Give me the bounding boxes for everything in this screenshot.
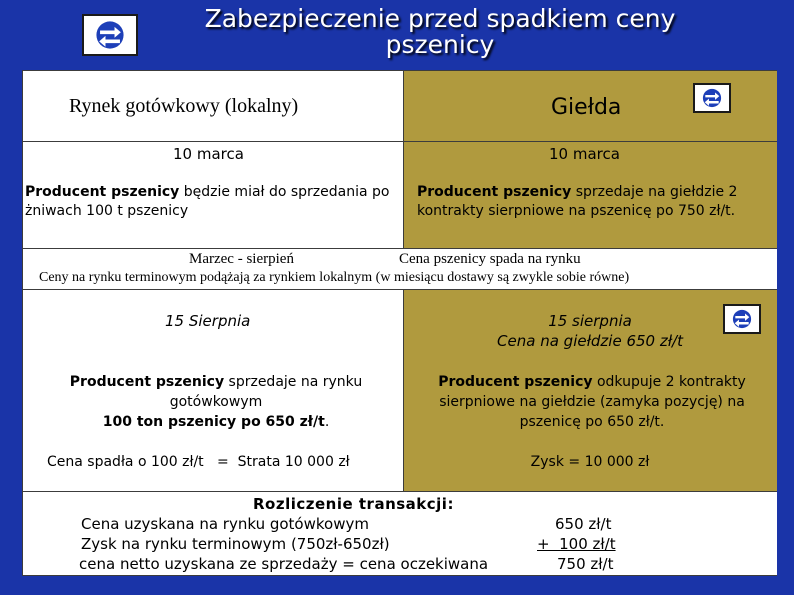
period-label: Marzec - sierpień [189,251,294,267]
divider [23,141,777,142]
march-date-exchange: 10 marca [549,145,620,163]
cash-market-title: Rynek gotówkowy (lokalny) [69,95,299,117]
exchange-march-description [417,183,773,221]
producer-label: Producent pszenicy [417,184,572,200]
divider [403,289,404,491]
slide-title [140,6,740,58]
producer-label: Producent pszenicy [438,374,593,390]
march-date-cash: 10 marca [173,145,244,163]
exchange-title: Giełda [551,95,622,120]
settlement-futures-label: Zysk na rynku terminowym (750zł-650zł) [81,535,390,553]
price-falls-label: Cena pszenicy spada na rynku [399,251,581,267]
cash-sells-text: sprzedaje na rynku gotówkowym [169,374,363,410]
settlement-futures-value: + 100 zł/t [537,535,616,553]
exchange-august-description [417,372,767,432]
exchange-profit-result: Zysk = 10 000 zł [530,454,650,470]
settlement-box [23,491,777,575]
exchange-logo-icon [723,304,761,334]
period-band [23,248,777,290]
cash-loss-result: Cena spadła o 100 zł/t = Strata 10 000 zł [47,454,350,470]
divider [403,71,404,248]
cash-market-august [23,290,403,491]
cash-august-description [31,372,401,432]
exchange-march [403,141,777,248]
exchange-august-price: Cena na giełdzie 650 zł/t [497,332,683,350]
exchange-header [403,71,777,141]
exchange-logo-icon [82,14,138,56]
august-date-exchange: 15 sierpnia [548,312,632,330]
producer-label: Producent pszenicy [25,184,180,200]
cash-market-march [23,141,403,248]
title-line-2: pszenicy [385,30,495,59]
divider [23,289,777,290]
exchange-august [403,290,777,491]
hedge-table [22,70,777,576]
title-line-1: Zabezpieczenie przed spadkiem ceny [204,4,676,33]
futures-follow-note: Ceny na rynku terminowym podążają za rynkiem lokalnym (w miesiącu dostawy są zwykle sobie równe) [39,270,630,285]
divider [23,248,777,249]
producer-label: Producent pszenicy [69,374,225,390]
settlement-net-label: cena netto uzyskana ze sprzedaży = cena oczekiwana [79,555,489,573]
cash-march-description [25,183,403,221]
settlement-net-value: 750 zł/t [557,555,614,573]
august-date-cash: 15 Sierpnia [165,312,251,330]
period-suffix: . [324,414,330,430]
settlement-cash-label: Cena uzyskana na rynku gotówkowym [81,515,369,533]
exchange-march-text: sprzedaje na giełdzie 2 kontrakty sierpniowe na pszenicę po 750 zł/t. [417,184,738,219]
divider [23,491,777,492]
settlement-cash-value: 650 zł/t [555,515,612,533]
cash-market-header [23,71,403,141]
settlement-title: Rozliczenie transakcji: [253,495,454,513]
exchange-logo-icon [693,83,731,113]
cash-sale-amount: 100 ton pszenicy po 650 zł/t [102,414,325,430]
cash-march-text: będzie miał do sprzedania po żniwach 100 t pszenicy [25,184,390,219]
exchange-buyback-text: odkupuje 2 kontrakty sierpniowe na giełdzie (zamyka pozycję) na pszenicę po 650 zł/t. [439,374,746,430]
